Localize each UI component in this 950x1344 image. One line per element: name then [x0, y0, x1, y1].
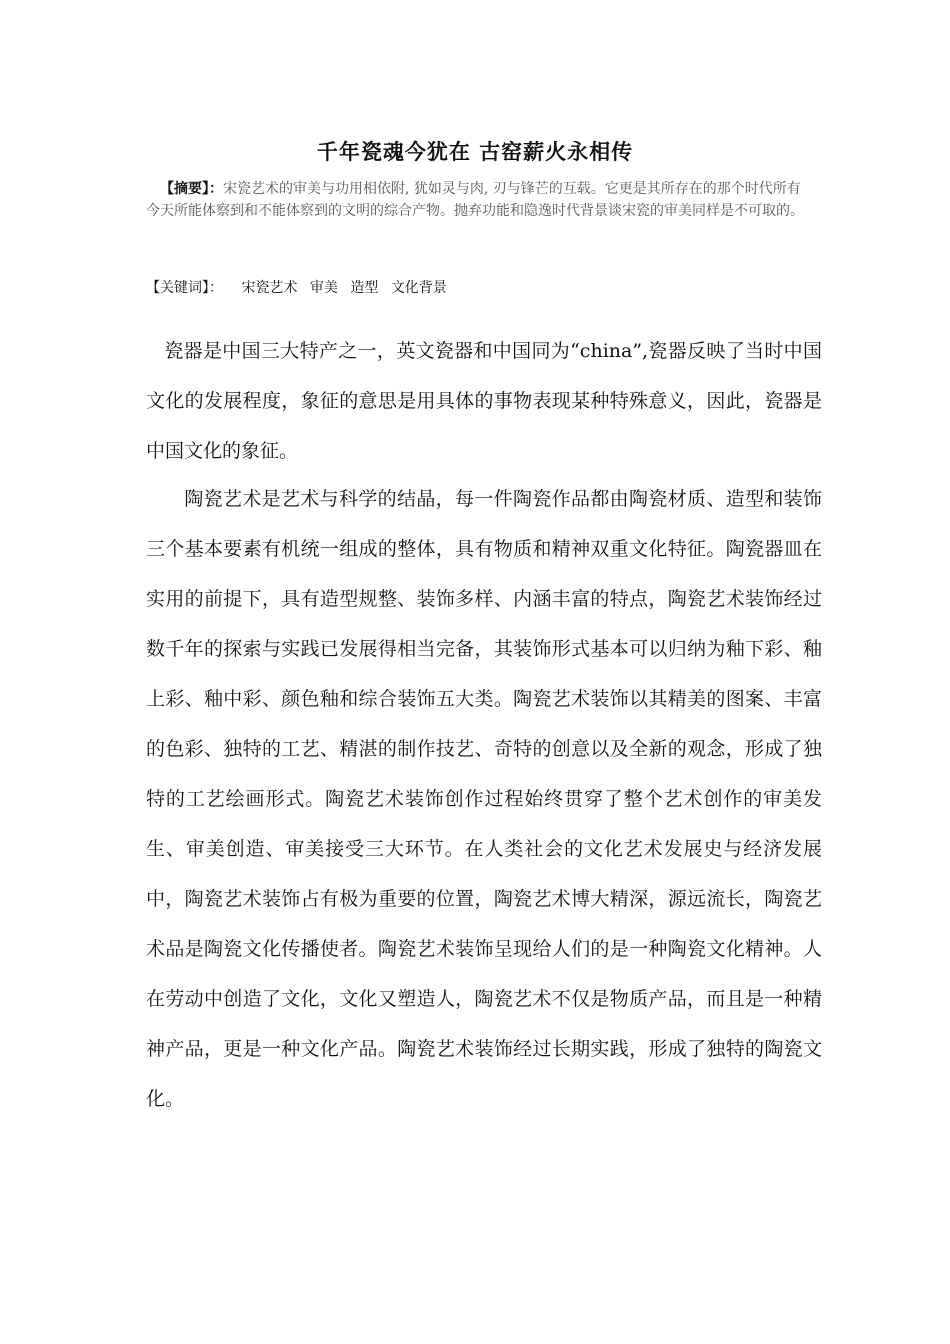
keywords: [146, 277, 455, 299]
keyword-item: 宋瓷艺术: [241, 280, 298, 296]
paragraph-text: 瓷器是中国三大特产之一，英文瓷器和中国同为“china”,瓷器反映了当时中国文化的发展程度，象征的意思是用具体的事物表现某种特殊意义，因此，瓷器是中国文化的象征。: [146, 340, 822, 462]
body-paragraph: [146, 474, 822, 1124]
abstract-label: 【摘要】：: [160, 181, 223, 197]
abstract-text: 宋瓷艺术的审美与功用相依附, 犹如灵与肉, 刃与锋芒的互载。它更是其所存在的那个时代所有今天所能体察到和不能体察到的文明的综合产物。抛弃功能和隐逸时代背景谈宋瓷的审美同样是不可取的。: [146, 181, 804, 219]
body-paragraph: [146, 326, 822, 476]
keyword-item: 审美: [309, 280, 338, 296]
keywords-label: 【关键词】：: [146, 280, 223, 296]
abstract: [146, 178, 806, 222]
keyword-item: 文化背景: [390, 280, 447, 296]
document-title: 千年瓷魂今犹在 古窑薪火永相传: [316, 140, 634, 164]
keyword-item: 造型: [350, 280, 379, 296]
paragraph-text: 陶瓷艺术是艺术与科学的结晶，每一件陶瓷作品都由陶瓷材质、造型和装饰三个基本要素有机统一组成的整体，具有物质和精神双重文化特征。陶瓷器皿在实用的前提下，具有造型规整、装饰多样、内涵丰富的特点，陶瓷艺术装饰经过数千年的探索与实践已发展得相当完备，其装饰形式基本可以归纳为釉下彩、釉上彩、釉中彩、颜色釉和综合装饰五大类。陶瓷艺术装饰以其精美的图案、丰富的色彩、独特的工艺、精湛的制作技艺、奇特的创意以及全新的观念，形成了独特的工艺绘画形式。陶瓷艺术装饰创作过程始终贯穿了整个艺术创作的审美发生、审美创造、审美接受三大环节。在人类社会的文化艺术发展史与经济发展中，陶瓷艺术装饰占有极为重要的位置，陶瓷艺术博大精深，源远流长，陶瓷艺术品是陶瓷文化传播使者。陶瓷艺术装饰呈现给人们的是一种陶瓷文化精神。人在劳动中创造了文化，文化又塑造人，陶瓷艺术不仅是物质产品，而且是一种精神产品，更是一种文化产品。陶瓷艺术装饰经过长期实践，形成了独特的陶瓷文化。: [146, 488, 822, 1110]
